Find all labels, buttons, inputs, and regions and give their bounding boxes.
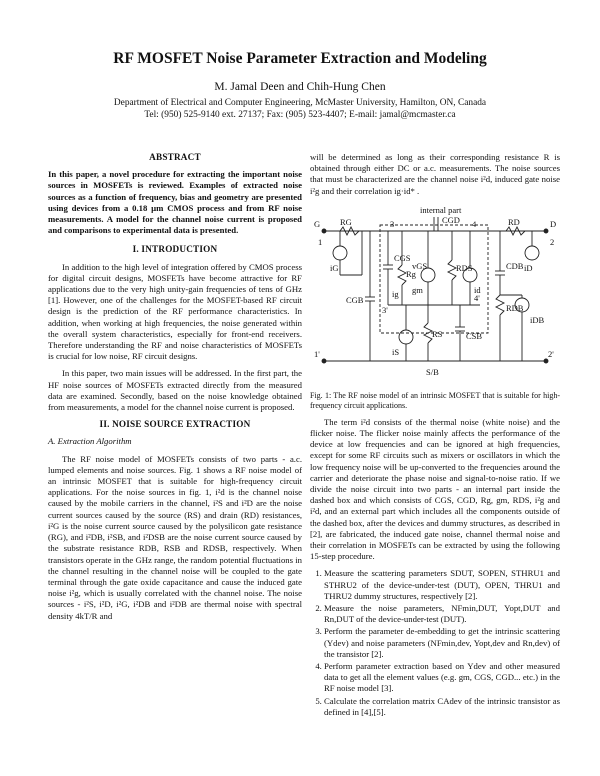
label-gm: gm: [412, 284, 423, 295]
label-CGB: CGB: [346, 294, 364, 305]
label-iG: iG: [330, 262, 339, 273]
paper-title: RF MOSFET Noise Parameter Extraction and Modeling: [113, 50, 487, 67]
label-CGS: CGS: [394, 252, 411, 263]
figure-1-caption: Fig. 1: The RF noise model of an intrinsic MOSFET that is suitable for high-frequency circuit applications.: [310, 390, 560, 410]
label-node-3: 3: [390, 218, 395, 229]
right-paragraph-2: The term i²d consists of the thermal noise (white noise) and the flicker noise. The flicker noise mainly affects the performance of the device at low frequencies and can be ignored at high frequencies, except for some RF circuits such as mixers or oscillators in which the low frequency noise will be up-converted to the frequencies around the carrier and deteriorate the phase noise and signal-to-noise ratio. If we divide the noise circuit into two parts - an internal part inside the dashed box and which consists of CGS, CGD, Rg, gm, RDS, i²g and i²d, and an external part which includes all the components outside of the dashed box, after the devices and dummy structures, as described in [2], are fabricated, the induced gate noise, channel thermal noise and their correlation in MOSFETs can be extracted by using the following 15-step procedure.: [310, 416, 560, 562]
intro-paragraph-1: In addition to the high level of integration offered by CMOS process for digital circuit designs, MOSFETs have become attractive for RF applications due to the very high unity-gain frequencies of tens of GHz [1]. However, one of the challenges for the MOSFET-based RF circuit design is the prediction of the RF performance characteristics. In addition, when working at high frequencies, the noise generated within the overall system characteristics, especially for front-end receivers. Therefore understanding the RF and noise characteristics of MOSFETs is crucial for low noise, RF circuit designs.: [48, 261, 302, 362]
authors: M. Jamal Deen and Chih-Hung Chen: [214, 81, 386, 93]
label-id: id: [474, 284, 481, 295]
label-iD: iD: [524, 262, 533, 273]
procedure-step-4: 4. Perform parameter extraction based on Ydev and other measured data to get all the element values (e.g. gm, CGS, CGD... etc.) in the RF noise model [3].: [324, 661, 560, 695]
subsection-heading: A. Extraction Algorithm: [48, 436, 132, 447]
label-RDB: RDB: [506, 302, 524, 313]
section-2-paragraph-1: The RF noise model of MOSFETs consists of two parts - a.c. lumped elements and noise sources. Fig. 1 shows a RF noise model of an intrinsic MOSFET that is suitable for high-frequency circuit applications. For the noise sources in fig. 1, i²d is the channel noise caused by the mobile carriers in the channel, i²S and i²D are the noise current sources caused by the source (RS) and drain (RD) resistances, i²G is the noise current source caused by the polysilicon gate resistance (RG), and i²DB, i²SB, and i²DSB are the noise current source caused by the substrate resistance RDB, RSB and RDSB, respectively. When transistors operate in the GHz range, the random potential fluctuations in the channel resulting in the channel noise will be coupled to the gate terminal through the gate oxide capacitance and cause the induced gate noise i²g, which is usually correlated with the channel noise. The noise sources - i²S, i²D, i²G, i²DB and i²DB are thermal noise with spectral density 4kT/R and: [48, 453, 302, 621]
introduction-heading: I. INTRODUCTION: [132, 244, 218, 255]
figure-1-circuit: [310, 205, 560, 387]
affiliation-line-2: Tel: (950) 525-9140 ext. 27137; Fax: (905) 523-4407; E-mail: jamal@mcmaster.ca: [144, 109, 456, 120]
label-SB: S/B: [426, 366, 439, 377]
procedure-step-1: 1. Measure the scattering parameters SDUT, SOPEN, STHRU1 and STHRU2 of the device-under-test (DUT), OPEN, THRU1 and THRU2 dummy structures, respectively [2].: [324, 568, 560, 602]
label-RDS: RDS: [456, 262, 473, 273]
label-node-4: 4: [472, 218, 477, 229]
label-node-2p: 2': [548, 348, 554, 359]
label-node-4p: 4': [474, 292, 480, 303]
intro-paragraph-2: In this paper, two main issues will be addressed. In the first part, the HF noise sources of MOSFETs extracted directly from the measured data are examined. Secondly, based on the noise knowledge obtained from measurements, a model for the channel noise current is proposed.: [48, 368, 302, 413]
abstract-text: In this paper, a novel procedure for extracting the important noise sources in MOSFETs is reviewed. Examples of extracted noise sources as a function of frequency, bias and geometry are presented using devices from a 0.18 µm CMOS process and from RF noise measurements. A model for the channel noise current is proposed and comparisons to experimental data is presented.: [48, 169, 302, 236]
circuit-diagram: [310, 205, 560, 387]
label-node-3p: 3': [382, 304, 388, 315]
affiliation: [0, 98, 600, 121]
label-Rg: Rg: [406, 268, 416, 279]
label-CDB: CDB: [506, 260, 524, 271]
procedure-step-3: 3. Perform the parameter de-embedding to get the intrinsic scattering (Ydev) and noise parameters (NFmin,dev, Yopt,dev and Rn,dev) of the transistor [2].: [324, 626, 560, 660]
procedure-step-2: 2. Measure the noise parameters, NFmin,DUT, Yopt,DUT and Rn,DUT of the device-under-test (DUT).: [324, 603, 560, 625]
abstract-heading: ABSTRACT: [149, 152, 201, 162]
label-internal-part: internal part: [420, 204, 462, 215]
label-D: D: [550, 218, 557, 229]
label-RG: RG: [340, 216, 352, 227]
label-ig: ig: [392, 288, 399, 299]
label-iS: iS: [392, 346, 400, 357]
right-column: [310, 152, 560, 719]
procedure-step-5: 5. Calculate the correlation matrix CAdev of the intrinsic transistor as defined in [4],[5].: [324, 696, 560, 718]
label-RS: RS: [432, 328, 443, 339]
label-CSB: CSB: [466, 330, 483, 341]
affiliation-line-1: Department of Electrical and Computer Engineering, McMaster University, Hamilton, ON, Canada: [113, 98, 487, 108]
left-column: [48, 152, 302, 628]
section-2-heading: II. NOISE SOURCE EXTRACTION: [99, 419, 251, 430]
label-CGD: CGD: [442, 214, 460, 225]
right-paragraph-1: will be determined as long as their corresponding resistance R is obtained through either DC or a.c. measurements. The noise sources that must be characterized are the channel noise i²d, induced gate noise i²g and their correlation ig·id* .: [310, 152, 560, 196]
label-node-2: 2: [550, 236, 555, 247]
label-iDB: iDB: [530, 314, 545, 325]
label-G: G: [314, 218, 321, 229]
label-RD: RD: [508, 216, 520, 227]
label-vGS: vGS: [412, 260, 428, 271]
procedure-list: [310, 568, 560, 718]
label-node-1p: 1': [314, 348, 320, 359]
label-node-1: 1: [318, 236, 323, 247]
